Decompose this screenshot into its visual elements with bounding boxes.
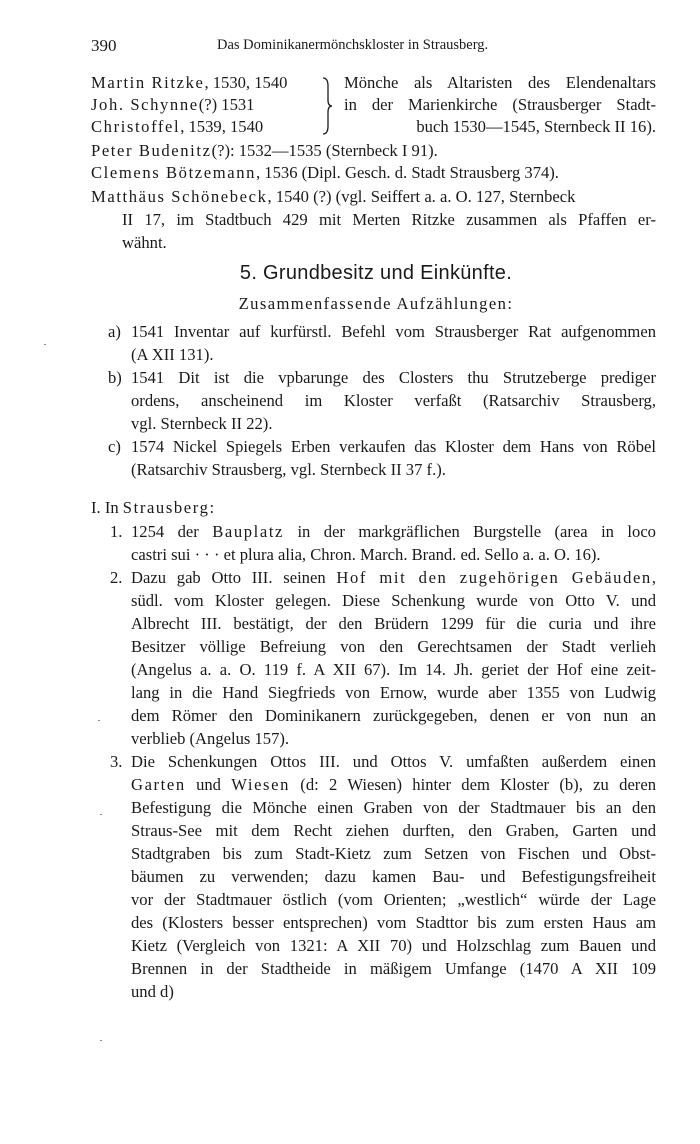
item-2-line: lang in die Hand Siegfrieds von Ernow, wurde aber 1355 von Ludwig: [131, 683, 656, 702]
brace-note-line: Mönche als Altaristen des Elendenaltars: [344, 73, 656, 92]
list-marker: 1.: [110, 522, 123, 541]
list-marker: a): [108, 322, 121, 341]
item-3-line: Garten und Wiesen (d: 2 Wiesen) hinter dem Kloster (b), zu deren: [131, 775, 656, 794]
person-entry: Christoffel, 1539, 1540: [91, 117, 264, 136]
item-3-line: Stadtgraben bis zum Stadt-Kietz zum Setzen von Fischen und Obst-: [131, 844, 656, 863]
list-marker: 3.: [110, 752, 123, 771]
summary-item-b: vgl. Sternbeck II 22).: [131, 414, 273, 433]
running-title: Das Dominikanermönchskloster in Strausberg.: [217, 37, 489, 53]
summary-item-a: 1541 Inventar auf kurfürstl. Befehl vom Strausberger Rat aufgenommen: [131, 322, 656, 341]
summary-item-c: 1574 Nickel Spiegels Erben verkaufen das Kloster dem Hans von Röbel: [131, 437, 656, 456]
curly-brace: [322, 76, 332, 136]
item-3-line: Straus-See mit dem Recht ziehen durften, den Graben, Garten und: [131, 821, 656, 840]
item-2-line: verblieb (Angelus 157).: [131, 729, 290, 748]
item-1-line: castri sui · · · et plura alia, Chron. March. Brand. ed. Sello a. a. O. 16).: [131, 545, 601, 564]
summary-item-c: (Ratsarchiv Strausberg, vgl. Sternbeck II 37 f.).: [131, 460, 446, 479]
page-header: [91, 36, 661, 58]
item-3-line: Kietz (Vergleich von 1321: A XII 70) und Holzschlag zum Bauen und: [131, 936, 656, 955]
person-entry: Matthäus Schönebeck, 1540 (?) (vgl. Seiffert a. a. O. 127, Sternbeck: [91, 187, 576, 206]
brace-note-line: in der Marienkirche (Strausberger Stadt-: [344, 95, 656, 114]
scan-speck: [44, 344, 46, 345]
person-entry-continuation: wähnt.: [122, 233, 167, 252]
summary-item-b: 1541 Dit ist die vpbarunge des Closters thu Strutzeberge prediger: [131, 368, 656, 387]
item-2-line: dem Römer den Dominikanern zurückgegeben, denen er von nun an: [131, 706, 656, 725]
item-3-line: Die Schenkungen Ottos III. und Ottos V. umfaßten außerdem einen: [131, 752, 656, 771]
page-number: 390: [91, 36, 117, 55]
item-3-line: Befestigung die Mönche einen Graben von der Stadtmauer bis an den: [131, 798, 656, 817]
item-3-line: des (Klosters besser entsprechen) vom Stadttor bis zum ersten Haus am: [131, 913, 656, 932]
item-2-line: südl. vom Kloster gelegen. Diese Schenkung wurde von Otto V. und: [131, 591, 656, 610]
scan-speck: [100, 814, 102, 815]
list-marker: b): [108, 368, 122, 387]
section-subheading: Zusammenfassende Aufzählungen:: [238, 294, 514, 313]
summary-item-a: (A XII 131).: [131, 345, 214, 364]
item-2-line: (Angelus a. a. O. 119 f. A XII 67). Im 14. Jh. geriet der Hof eine zeit-: [131, 660, 656, 679]
item-3-line: bäumen zu verwenden; dazu kamen Bau- und Befestigungsfreiheit: [131, 867, 656, 886]
item-2-line: Dazu gab Otto III. seinen Hof mit den zugehörigen Gebäuden,: [131, 568, 656, 587]
subsection-heading: I. In Strausberg:: [91, 498, 215, 517]
scan-speck: [98, 720, 100, 721]
item-2-line: Besitzer völlige Befreiung von den Gerechtsamen der Stadt verlieh: [131, 637, 656, 656]
item-2-line: Albrecht III. bestätigt, der den Brüdern 1299 für die curia und ihre: [131, 614, 656, 633]
person-entry: Peter Budenitz(?): 1532—1535 (Sternbeck I 91).: [91, 141, 438, 160]
list-marker: 2.: [110, 568, 123, 587]
section-heading: 5. Grundbesitz und Einkünfte.: [239, 262, 513, 284]
summary-item-b: ordens, anscheinend im Kloster verfaßt (Ratsarchiv Strausberg,: [131, 391, 656, 410]
list-marker: c): [108, 437, 121, 456]
item-1-line: 1254 der Bauplatz in der markgräflichen Burgstelle (area in loco: [131, 522, 656, 541]
person-entry-continuation: II 17, im Stadtbuch 429 mit Merten Ritzke zusammen als Pfaffen er-: [122, 210, 656, 229]
item-3-line: vor der Stadtmauer östlich (vom Orienten; „westlich“ würde der Lage: [131, 890, 656, 909]
scan-speck: [100, 1040, 102, 1041]
person-entry: Joh. Schynne(?) 1531: [91, 95, 255, 114]
item-3-line: und d): [131, 982, 174, 1001]
brace-note-line: buch 1530—1545, Sternbeck II 16).: [416, 117, 656, 136]
person-entry: Martin Ritzke, 1530, 1540: [91, 73, 288, 92]
person-entry: Clemens Bötzemann, 1536 (Dipl. Gesch. d. Stadt Strausberg 374).: [91, 163, 559, 182]
item-3-line: Brennen in der Stadtheide in mäßigem Umfange (1470 A XII 109: [131, 959, 656, 978]
